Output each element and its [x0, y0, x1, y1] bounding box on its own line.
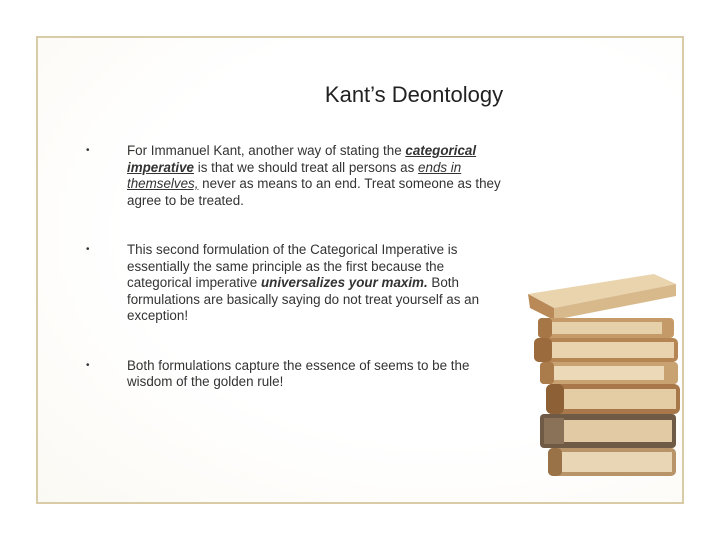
- book-4: [540, 362, 678, 384]
- bullet-text: is that we should treat all persons as: [194, 159, 419, 175]
- bullet-text: Both formulations are basically saying do not treat yourself as an exception!: [127, 275, 480, 323]
- book-3: [534, 338, 678, 362]
- bullet-text: This second formulation of the Categorical Imperative is essentially the same principle as the first because the categorical imperative: [127, 242, 458, 290]
- emphasis-ends-in-themselves: ends in themselves,: [127, 159, 462, 191]
- book-top: [528, 274, 676, 320]
- emphasis-universalizes: universalizes your maxim.: [260, 275, 428, 290]
- slide-title: Kant’s Deontology: [324, 82, 504, 107]
- bullet-list: [86, 143, 506, 424]
- bullet-marker: •: [86, 145, 90, 156]
- book-bottom: [548, 448, 676, 476]
- emphasis-categorical-imperative: categorical imperative: [127, 143, 477, 175]
- bullet-item-1: [86, 143, 506, 209]
- book-stack-illustration: [494, 222, 684, 482]
- book-6: [540, 414, 676, 448]
- book-5: [546, 384, 680, 414]
- book-2: [538, 318, 674, 338]
- bullet-marker: •: [86, 244, 90, 255]
- bullet-item-3: [86, 358, 506, 391]
- bullet-text: For Immanuel Kant, another way of stating the: [127, 143, 406, 158]
- bullet-marker: •: [86, 359, 90, 371]
- bullet-item-2: [86, 242, 506, 325]
- bullet-text: Both formulations capture the essence of seems to be the wisdom of the golden rule!: [127, 357, 470, 389]
- bullet-text: never as means to an end. Treat someone as they agree to be treated.: [127, 176, 501, 208]
